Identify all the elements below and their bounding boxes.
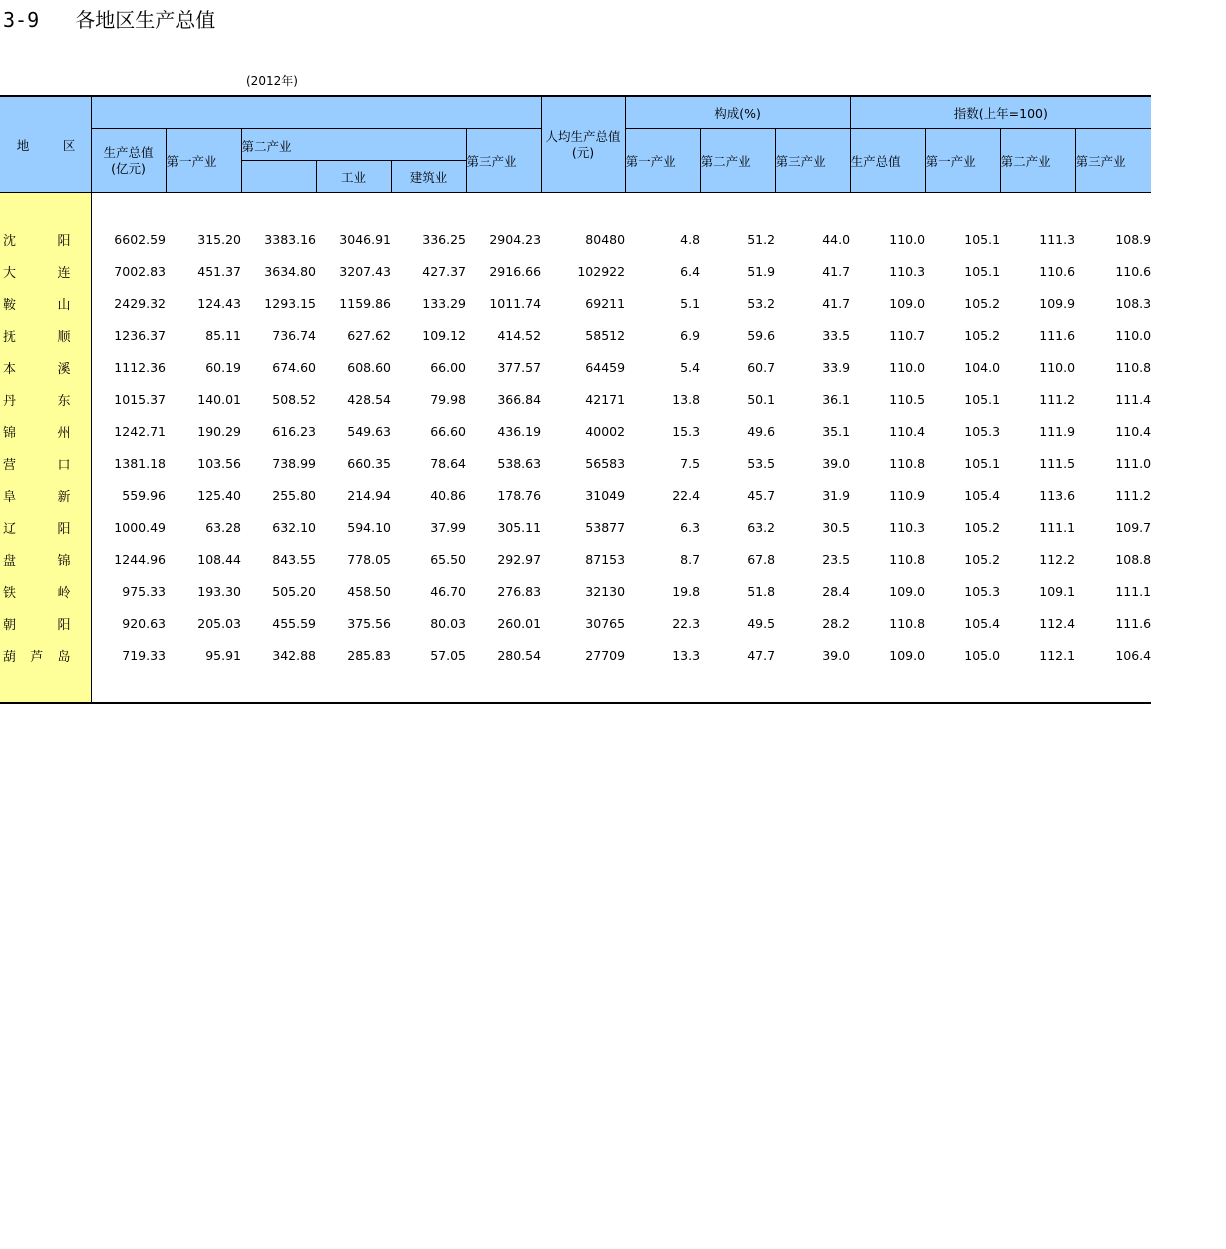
region-header (0, 96, 91, 193)
value-cell: 28.4 (822, 584, 851, 599)
gdp-header (91, 129, 166, 193)
value-cell: 53.2 (747, 296, 776, 311)
value-cell: 111.3 (1039, 232, 1076, 247)
value-cell: 105.3 (964, 584, 1001, 599)
value-cell: 22.3 (672, 616, 701, 631)
value-cell: 112.2 (1039, 552, 1076, 567)
value-cell: 105.2 (964, 552, 1001, 567)
value-cell: 3634.80 (264, 264, 316, 279)
value-cell: 15.3 (672, 424, 701, 439)
value-cell: 660.35 (347, 456, 391, 471)
value-cell: 60.19 (205, 360, 241, 375)
value-cell: 719.33 (122, 648, 166, 663)
value-cell: 104.0 (964, 360, 1001, 375)
region-name-char: 连 (57, 266, 71, 281)
table-header (0, 96, 1151, 193)
value-cell: 33.5 (822, 328, 851, 343)
value-cell: 109.1 (1039, 584, 1076, 599)
value-cell: 276.83 (497, 584, 542, 599)
region-name-char: 朝 (3, 618, 17, 633)
table-row (0, 576, 1151, 608)
value-cell: 31049 (585, 488, 626, 503)
region-name-cell (0, 448, 91, 480)
value-cell: 5.1 (680, 296, 701, 311)
value-cell: 31.9 (822, 488, 851, 503)
region-name-char: 芦 (30, 650, 44, 665)
value-cell: 7002.83 (114, 264, 166, 279)
value-cell: 80.03 (430, 616, 466, 631)
value-cell: 674.60 (272, 360, 316, 375)
value-cell: 111.6 (1115, 616, 1152, 631)
table-row (0, 416, 1151, 448)
table-row (0, 256, 1151, 288)
value-cell: 6.9 (680, 328, 701, 343)
value-cell: 109.0 (889, 648, 926, 663)
value-cell: 78.64 (430, 456, 466, 471)
value-cell: 87153 (585, 552, 626, 567)
value-cell: 5.4 (680, 360, 701, 375)
region-name-char: 大 (3, 266, 17, 281)
value-cell: 736.74 (272, 328, 316, 343)
value-cell: 27709 (585, 648, 626, 663)
idx-secondary-header: 第二产业 (1000, 129, 1075, 193)
value-cell: 1159.86 (339, 296, 391, 311)
region-name-char: 口 (57, 458, 71, 473)
value-cell: 69211 (585, 296, 626, 311)
value-cell: 1244.96 (114, 552, 166, 567)
region-name-cell (0, 640, 91, 672)
region-name-char: 抚 (3, 330, 17, 345)
value-cell: 66.60 (430, 424, 466, 439)
value-cell: 3383.16 (264, 232, 316, 247)
construction-header: 建筑业 (391, 161, 466, 193)
value-cell: 85.11 (205, 328, 241, 343)
value-cell: 105.0 (964, 648, 1001, 663)
gdp-by-region-table (0, 95, 1151, 704)
value-cell: 1000.49 (114, 520, 166, 535)
value-cell: 63.28 (205, 520, 241, 535)
value-cell: 738.99 (272, 456, 316, 471)
value-cell: 103.56 (197, 456, 241, 471)
value-cell: 414.52 (497, 328, 542, 343)
region-name-char: 顺 (57, 330, 71, 345)
value-cell: 285.83 (347, 648, 391, 663)
value-cell: 1112.36 (114, 360, 166, 375)
value-cell: 110.0 (1115, 328, 1152, 343)
value-cell: 342.88 (272, 648, 316, 663)
value-cell: 260.01 (497, 616, 542, 631)
idx-primary-header: 第一产业 (925, 129, 1000, 193)
value-cell: 51.9 (747, 264, 776, 279)
value-cell: 105.4 (964, 488, 1001, 503)
value-cell: 778.05 (347, 552, 391, 567)
region-name-char: 鞍 (3, 298, 17, 313)
value-cell: 190.29 (197, 424, 241, 439)
value-cell: 1011.74 (489, 296, 542, 311)
table-row (0, 352, 1151, 384)
value-cell: 30.5 (822, 520, 851, 535)
region-name-char: 丹 (3, 394, 17, 409)
table-row (0, 640, 1151, 672)
value-cell: 505.20 (272, 584, 316, 599)
region-name-char: 锦 (3, 426, 17, 441)
value-cell: 133.29 (422, 296, 466, 311)
region-name-char: 本 (3, 362, 17, 377)
value-cell: 6.4 (680, 264, 701, 279)
value-cell: 66.00 (430, 360, 466, 375)
year-note: (2012年) (246, 74, 298, 88)
region-name-char: 铁 (3, 586, 17, 601)
per-capita-header (541, 96, 625, 193)
value-cell: 67.8 (747, 552, 776, 567)
value-cell: 45.7 (747, 488, 776, 503)
value-cell: 111.0 (1115, 456, 1152, 471)
value-cell: 2916.66 (489, 264, 542, 279)
region-name-cell (0, 384, 91, 416)
value-cell: 111.5 (1039, 456, 1076, 471)
value-cell: 843.55 (272, 552, 316, 567)
value-cell: 427.37 (422, 264, 466, 279)
value-cell: 105.4 (964, 616, 1001, 631)
table-row (0, 512, 1151, 544)
tertiary-header: 第三产业 (466, 129, 541, 193)
value-cell: 110.9 (889, 488, 926, 503)
gdp-unit: (亿元) (111, 160, 146, 176)
region-name-cell (0, 544, 91, 576)
composition-header: 构成(%) (625, 96, 850, 129)
value-cell: 110.0 (889, 360, 926, 375)
secondary-label: 第二产业 (241, 139, 292, 154)
comp-secondary-header: 第二产业 (700, 129, 775, 193)
region-name-char: 辽 (3, 522, 17, 537)
industry-header: 工业 (316, 161, 391, 193)
value-cell: 632.10 (272, 520, 316, 535)
value-cell: 33.9 (822, 360, 851, 375)
value-cell: 255.80 (272, 488, 316, 503)
value-cell: 193.30 (197, 584, 241, 599)
value-cell: 111.2 (1039, 392, 1076, 407)
region-header-char-2: 区 (62, 137, 76, 153)
region-name-char: 阳 (57, 522, 71, 537)
value-cell: 140.01 (197, 392, 241, 407)
value-cell: 608.60 (347, 360, 391, 375)
value-cell: 49.5 (747, 616, 776, 631)
table-row (0, 448, 1151, 480)
value-cell: 110.0 (1039, 360, 1076, 375)
value-cell: 60.7 (747, 360, 776, 375)
value-cell: 110.6 (1115, 264, 1152, 279)
comp-tertiary-header: 第三产业 (775, 129, 850, 193)
value-cell: 108.9 (1115, 232, 1152, 247)
value-cell: 110.8 (889, 552, 926, 567)
value-cell: 35.1 (822, 424, 851, 439)
value-cell: 375.56 (347, 616, 391, 631)
value-cell: 111.1 (1039, 520, 1076, 535)
value-cell: 80480 (585, 232, 626, 247)
region-header-char-1: 地 (16, 137, 30, 153)
value-cell: 57.05 (430, 648, 466, 663)
table-row (0, 224, 1151, 256)
value-cell: 108.8 (1115, 552, 1152, 567)
region-name-char: 溪 (57, 362, 71, 377)
value-cell: 105.1 (964, 264, 1001, 279)
region-name-char: 山 (57, 298, 71, 313)
value-cell: 13.8 (672, 392, 701, 407)
region-name-cell (0, 512, 91, 544)
value-cell: 108.3 (1115, 296, 1152, 311)
value-cell: 377.57 (497, 360, 542, 375)
gdp-group-header (91, 96, 541, 129)
value-cell: 105.1 (964, 392, 1001, 407)
value-cell: 111.2 (1115, 488, 1152, 503)
value-cell: 65.50 (430, 552, 466, 567)
value-cell: 627.62 (347, 328, 391, 343)
region-name-cell (0, 288, 91, 320)
value-cell: 205.03 (197, 616, 241, 631)
value-cell: 105.2 (964, 296, 1001, 311)
value-cell: 178.76 (497, 488, 542, 503)
value-cell: 22.4 (672, 488, 701, 503)
value-cell: 4.8 (680, 232, 701, 247)
table-row (0, 544, 1151, 576)
value-cell: 1236.37 (114, 328, 166, 343)
value-cell: 110.5 (889, 392, 926, 407)
value-cell: 106.4 (1115, 648, 1152, 663)
value-cell: 110.4 (889, 424, 926, 439)
page-title: 3-9 各地区生产总值 (3, 8, 216, 32)
value-cell: 44.0 (822, 232, 851, 247)
value-cell: 549.63 (347, 424, 391, 439)
idx-tertiary-header: 第三产业 (1075, 129, 1151, 193)
value-cell: 110.6 (1039, 264, 1076, 279)
value-cell: 975.33 (122, 584, 166, 599)
value-cell: 3207.43 (339, 264, 391, 279)
value-cell: 53.5 (747, 456, 776, 471)
region-name-char: 沈 (3, 234, 17, 249)
value-cell: 37.99 (430, 520, 466, 535)
table-row (0, 480, 1151, 512)
value-cell: 280.54 (497, 648, 542, 663)
value-cell: 110.7 (889, 328, 926, 343)
value-cell: 105.2 (964, 328, 1001, 343)
value-cell: 1242.71 (114, 424, 166, 439)
value-cell: 110.8 (1115, 360, 1152, 375)
region-name-cell (0, 320, 91, 352)
value-cell: 63.2 (747, 520, 776, 535)
region-name-char: 阜 (3, 490, 17, 505)
value-cell: 110.4 (1115, 424, 1152, 439)
value-cell: 125.40 (197, 488, 241, 503)
value-cell: 428.54 (347, 392, 391, 407)
value-cell: 36.1 (822, 392, 851, 407)
value-cell: 305.11 (497, 520, 542, 535)
value-cell: 110.3 (889, 264, 926, 279)
region-name-cell (0, 576, 91, 608)
primary-header: 第一产业 (166, 129, 241, 193)
value-cell: 40002 (585, 424, 626, 439)
value-cell: 110.3 (889, 520, 926, 535)
value-cell: 594.10 (347, 520, 391, 535)
region-name-cell (0, 224, 91, 256)
value-cell: 436.19 (497, 424, 542, 439)
value-cell: 79.98 (430, 392, 466, 407)
value-cell: 8.7 (680, 552, 701, 567)
table-row (0, 320, 1151, 352)
value-cell: 315.20 (197, 232, 241, 247)
value-cell: 110.8 (889, 616, 926, 631)
value-cell: 1015.37 (114, 392, 166, 407)
value-cell: 109.0 (889, 296, 926, 311)
value-cell: 53877 (585, 520, 626, 535)
value-cell: 455.59 (272, 616, 316, 631)
region-name-char: 营 (3, 458, 17, 473)
value-cell: 51.2 (747, 232, 776, 247)
value-cell: 508.52 (272, 392, 316, 407)
per-capita-unit: (元) (571, 144, 595, 160)
region-name-char: 锦 (57, 554, 71, 569)
value-cell: 13.3 (672, 648, 701, 663)
value-cell: 47.7 (747, 648, 776, 663)
region-name-cell (0, 352, 91, 384)
value-cell: 110.8 (889, 456, 926, 471)
value-cell: 56583 (585, 456, 626, 471)
value-cell: 1293.15 (264, 296, 316, 311)
value-cell: 42171 (585, 392, 626, 407)
value-cell: 6.3 (680, 520, 701, 535)
value-cell: 40.86 (430, 488, 466, 503)
value-cell: 41.7 (822, 296, 851, 311)
value-cell: 336.25 (422, 232, 466, 247)
value-cell: 102922 (577, 264, 626, 279)
table-body (0, 193, 1151, 703)
value-cell: 451.37 (197, 264, 241, 279)
value-cell: 32130 (585, 584, 626, 599)
value-cell: 124.43 (197, 296, 241, 311)
region-name-cell (0, 608, 91, 640)
value-cell: 111.9 (1039, 424, 1076, 439)
gdp-label: 生产总值 (103, 144, 154, 160)
value-cell: 58512 (585, 328, 626, 343)
region-name-char: 阳 (57, 234, 71, 249)
value-cell: 2904.23 (489, 232, 542, 247)
value-cell: 28.2 (822, 616, 851, 631)
value-cell: 64459 (585, 360, 626, 375)
value-cell: 109.0 (889, 584, 926, 599)
value-cell: 95.91 (205, 648, 241, 663)
value-cell: 41.7 (822, 264, 851, 279)
region-name-cell (0, 416, 91, 448)
value-cell: 559.96 (122, 488, 166, 503)
region-name-char: 阳 (57, 618, 71, 633)
value-cell: 3046.91 (339, 232, 391, 247)
table-row (0, 608, 1151, 640)
table-row (0, 288, 1151, 320)
value-cell: 105.1 (964, 456, 1001, 471)
value-cell: 109.12 (422, 328, 466, 343)
value-cell: 111.4 (1115, 392, 1152, 407)
value-cell: 46.70 (430, 584, 466, 599)
region-name-char: 东 (57, 394, 71, 409)
region-name-char: 葫 (3, 650, 17, 665)
value-cell: 51.8 (747, 584, 776, 599)
value-cell: 111.1 (1115, 584, 1152, 599)
value-cell: 105.3 (964, 424, 1001, 439)
region-name-cell (0, 480, 91, 512)
value-cell: 59.6 (747, 328, 776, 343)
value-cell: 292.97 (497, 552, 542, 567)
value-cell: 49.6 (747, 424, 776, 439)
value-cell: 19.8 (672, 584, 701, 599)
value-cell: 214.94 (347, 488, 391, 503)
secondary-blank-cell (241, 161, 316, 193)
value-cell: 112.4 (1039, 616, 1076, 631)
value-cell: 7.5 (680, 456, 701, 471)
region-name-char: 州 (57, 426, 71, 441)
value-cell: 105.2 (964, 520, 1001, 535)
value-cell: 6602.59 (114, 232, 166, 247)
value-cell: 920.63 (122, 616, 166, 631)
value-cell: 112.1 (1039, 648, 1076, 663)
value-cell: 39.0 (822, 456, 851, 471)
value-cell: 113.6 (1039, 488, 1076, 503)
value-cell: 109.9 (1039, 296, 1076, 311)
value-cell: 50.1 (747, 392, 776, 407)
index-header: 指数(上年=100) (850, 96, 1151, 129)
value-cell: 1381.18 (114, 456, 166, 471)
region-name-char: 岛 (57, 650, 71, 665)
secondary-header (241, 129, 466, 161)
value-cell: 23.5 (822, 552, 851, 567)
value-cell: 458.50 (347, 584, 391, 599)
value-cell: 108.44 (197, 552, 241, 567)
idx-gdp-header: 生产总值 (850, 129, 925, 193)
region-name-char: 盘 (3, 554, 17, 569)
value-cell: 109.7 (1115, 520, 1152, 535)
value-cell: 366.84 (497, 392, 542, 407)
value-cell: 2429.32 (114, 296, 166, 311)
comp-primary-header: 第一产业 (625, 129, 700, 193)
table-row (0, 384, 1151, 416)
value-cell: 39.0 (822, 648, 851, 663)
value-cell: 105.1 (964, 232, 1001, 247)
value-cell: 111.6 (1039, 328, 1076, 343)
per-capita-label: 人均生产总值 (545, 128, 621, 144)
region-name-char: 新 (57, 490, 71, 505)
region-name-char: 岭 (57, 586, 71, 601)
value-cell: 30765 (585, 616, 626, 631)
value-cell: 538.63 (497, 456, 542, 471)
value-cell: 616.23 (272, 424, 316, 439)
value-cell: 110.0 (889, 232, 926, 247)
region-name-cell (0, 256, 91, 288)
